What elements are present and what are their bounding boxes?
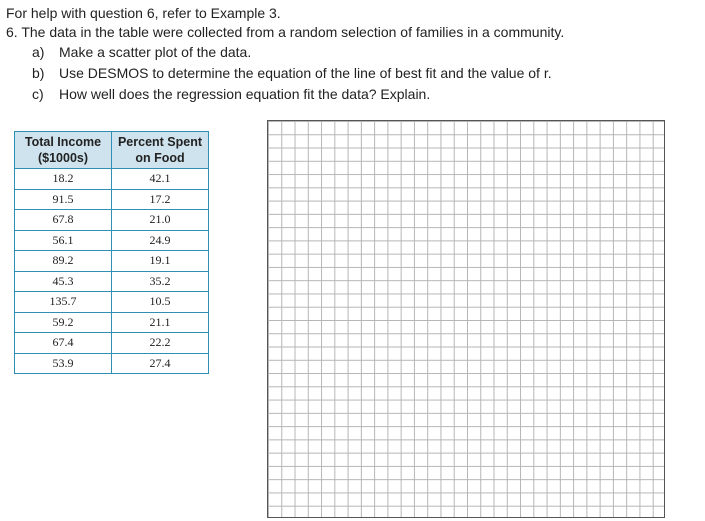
income-cell: 67.4 xyxy=(15,333,112,354)
income-cell: 59.2 xyxy=(15,312,112,333)
header-percent-food-line2: on Food xyxy=(135,151,185,165)
food-percent-cell: 21.1 xyxy=(112,312,209,333)
income-cell: 91.5 xyxy=(15,189,112,210)
part-a-text: Make a scatter plot of the data. xyxy=(59,44,252,60)
food-percent-cell: 35.2 xyxy=(112,271,209,292)
food-percent-cell: 10.5 xyxy=(112,292,209,313)
food-percent-cell: 22.2 xyxy=(112,333,209,354)
part-a-label: a) xyxy=(32,44,45,60)
table-row xyxy=(15,169,209,190)
table-row xyxy=(15,333,209,354)
part-a xyxy=(32,44,251,61)
table-row xyxy=(15,189,209,210)
table-row xyxy=(15,210,209,231)
header-total-income-line2: ($1000s) xyxy=(37,151,89,165)
table-row xyxy=(15,292,209,313)
part-c-text: How well does the regression equation fit the data? Explain. xyxy=(59,86,431,102)
food-percent-cell: 21.0 xyxy=(112,210,209,231)
income-cell: 56.1 xyxy=(15,230,112,251)
food-percent-cell: 24.9 xyxy=(112,230,209,251)
table-row xyxy=(15,312,209,333)
table-row xyxy=(15,353,209,374)
food-percent-cell: 27.4 xyxy=(112,353,209,374)
header-percent-food-line1: Percent Spent xyxy=(117,135,203,149)
income-cell: 135.7 xyxy=(15,292,112,313)
food-percent-cell: 19.1 xyxy=(112,251,209,272)
part-c-label: c) xyxy=(32,86,44,102)
header-percent-food xyxy=(112,132,209,169)
help-reference: For help with question 6, refer to Example 3. xyxy=(6,5,281,21)
food-percent-cell: 42.1 xyxy=(112,169,209,190)
table-row xyxy=(15,271,209,292)
part-b-label: b) xyxy=(32,65,45,81)
income-cell: 89.2 xyxy=(15,251,112,272)
part-b xyxy=(32,65,552,82)
income-cell: 45.3 xyxy=(15,271,112,292)
table-row xyxy=(15,251,209,272)
table-header-row xyxy=(15,132,209,169)
income-cell: 53.9 xyxy=(15,353,112,374)
part-b-text: Use DESMOS to determine the equation of the line of best fit and the value of r. xyxy=(59,65,552,81)
part-c xyxy=(32,86,430,103)
question-text: 6. The data in the table were collected from a random selection of families in a community. xyxy=(6,24,565,40)
header-total-income-line1: Total Income xyxy=(24,135,102,149)
food-percent-cell: 17.2 xyxy=(112,189,209,210)
income-cell: 67.8 xyxy=(15,210,112,231)
header-total-income xyxy=(15,132,112,169)
graph-paper-grid[interactable] xyxy=(267,120,665,518)
data-table xyxy=(14,131,209,374)
income-cell: 18.2 xyxy=(15,169,112,190)
table-row xyxy=(15,230,209,251)
